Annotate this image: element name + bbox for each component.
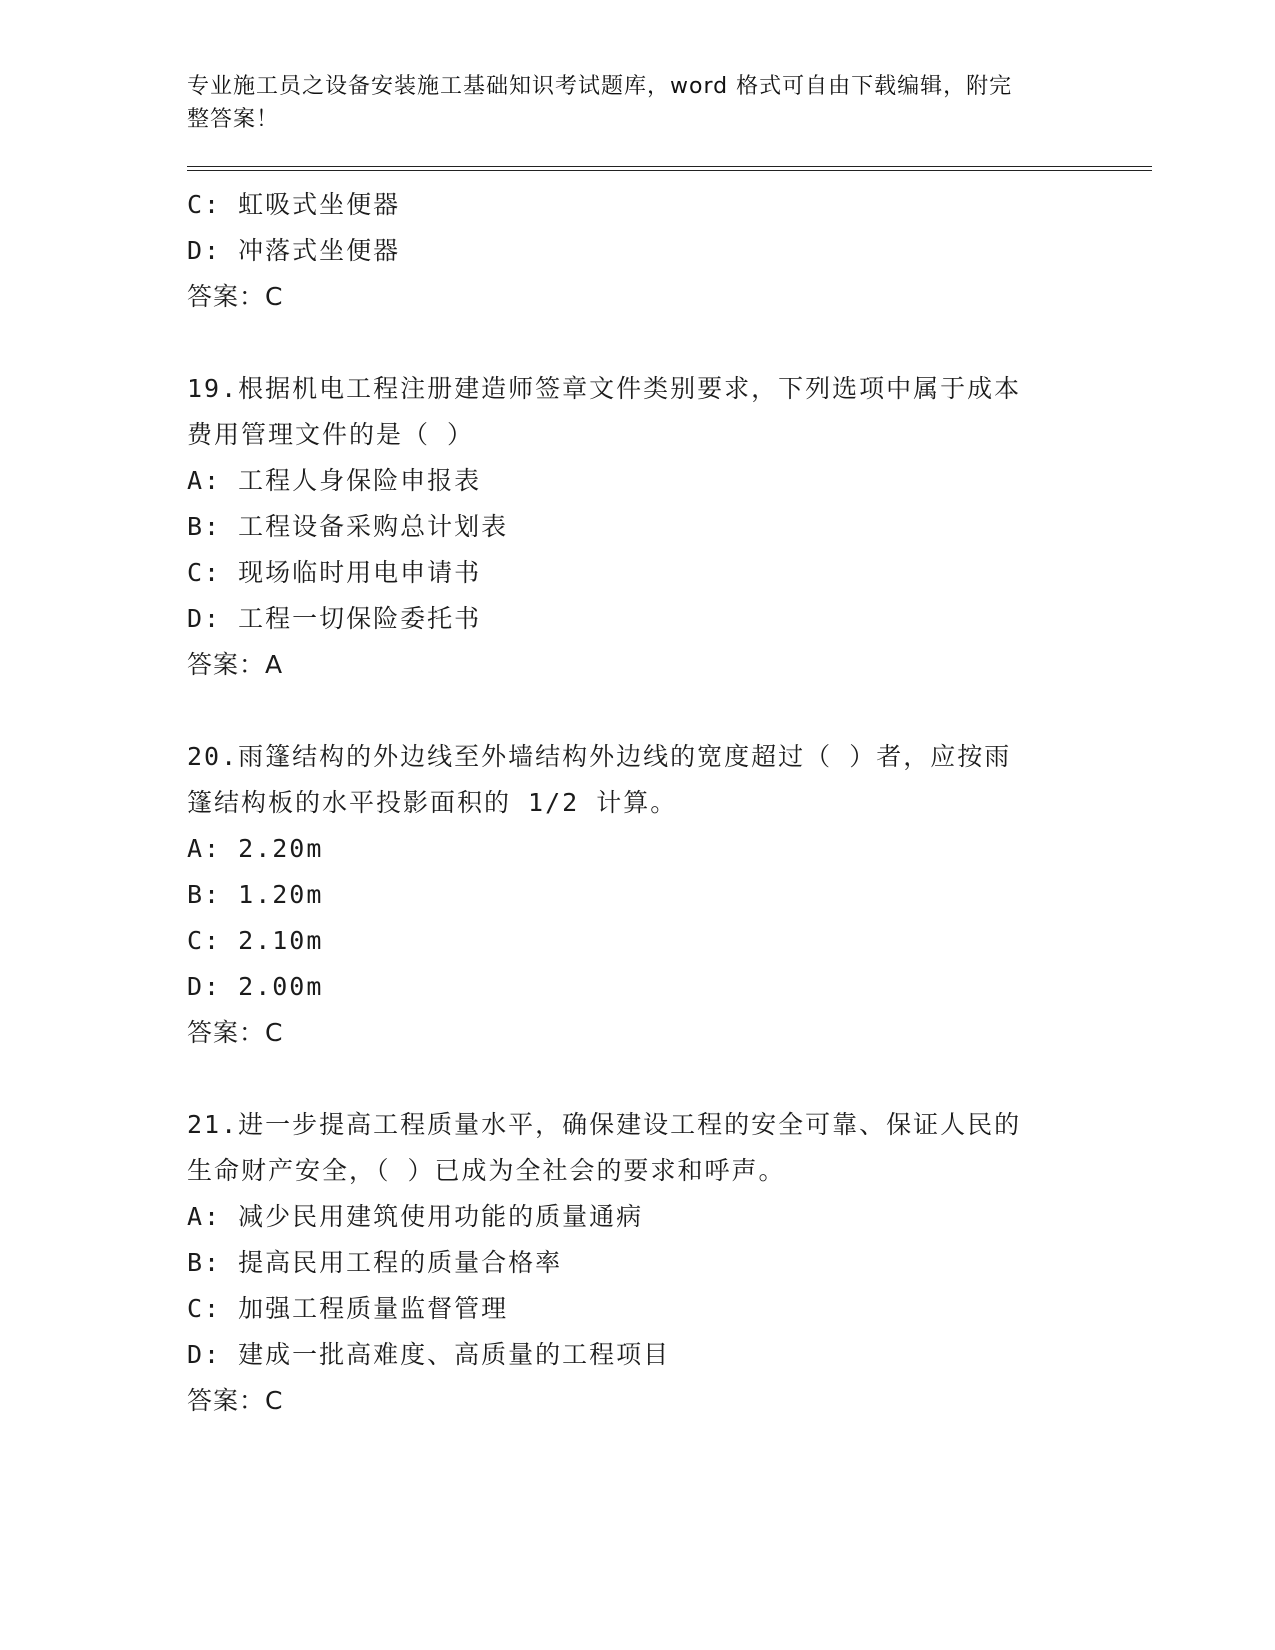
- spacer: [187, 1056, 1152, 1102]
- option-a: A: 减少民用建筑使用功能的质量通病: [187, 1202, 644, 1231]
- option-a: A: 工程人身保险申报表: [187, 466, 482, 495]
- option-c: C: 加强工程质量监督管理: [187, 1294, 509, 1323]
- question-text-line-1: 21.进一步提高工程质量水平，确保建设工程的安全可靠、保证人民的: [187, 1110, 1022, 1139]
- question-text-line-2: 篷结构板的水平投影面积的 1/2 计算。: [187, 788, 678, 817]
- option-d: D: 2.00m: [187, 972, 324, 1001]
- option-b: B: 提高民用工程的质量合格率: [187, 1248, 563, 1277]
- option-d: D: 冲落式坐便器: [187, 236, 401, 265]
- question-text-line-1: 19.根据机电工程注册建造师签章文件类别要求，下列选项中属于成本: [187, 374, 1022, 403]
- option-c: C: 虹吸式坐便器: [187, 190, 401, 219]
- document-page: [187, 70, 1152, 1424]
- question-list: [187, 182, 1152, 1424]
- option-b: B: 工程设备采购总计划表: [187, 512, 509, 541]
- option-c: C: 2.10m: [187, 926, 324, 955]
- option-b: B: 1.20m: [187, 880, 324, 909]
- header-line-2: 整答案！: [187, 107, 280, 132]
- answer-line: 答案：C: [187, 1386, 284, 1415]
- option-d: D: 建成一批高难度、高质量的工程项目: [187, 1340, 671, 1369]
- question-18-tail: [187, 182, 1152, 320]
- question-text-line-1: 20.雨篷结构的外边线至外墙结构外边线的宽度超过（ ）者，应按雨: [187, 742, 1012, 771]
- answer-line: 答案：C: [187, 1018, 284, 1047]
- question-21: [187, 1102, 1152, 1424]
- spacer: [187, 688, 1152, 734]
- option-d: D: 工程一切保险委托书: [187, 604, 482, 633]
- divider-line-bottom: [187, 170, 1152, 171]
- question-20: [187, 734, 1152, 1056]
- document-header: [187, 70, 1067, 136]
- answer-line: 答案：C: [187, 282, 284, 311]
- question-19: [187, 366, 1152, 688]
- question-text-line-2: 费用管理文件的是（ ）: [187, 420, 475, 449]
- option-a: A: 2.20m: [187, 834, 324, 863]
- header-line-1: 专业施工员之设备安装施工基础知识考试题库，word 格式可自由下载编辑，附完: [187, 74, 1013, 99]
- spacer: [187, 320, 1152, 366]
- answer-line: 答案：A: [187, 650, 284, 679]
- option-c: C: 现场临时用电申请书: [187, 558, 482, 587]
- header-divider: [187, 166, 1152, 172]
- divider-line-top: [187, 166, 1152, 167]
- question-text-line-2: 生命财产安全，（ ）已成为全社会的要求和呼声。: [187, 1156, 786, 1185]
